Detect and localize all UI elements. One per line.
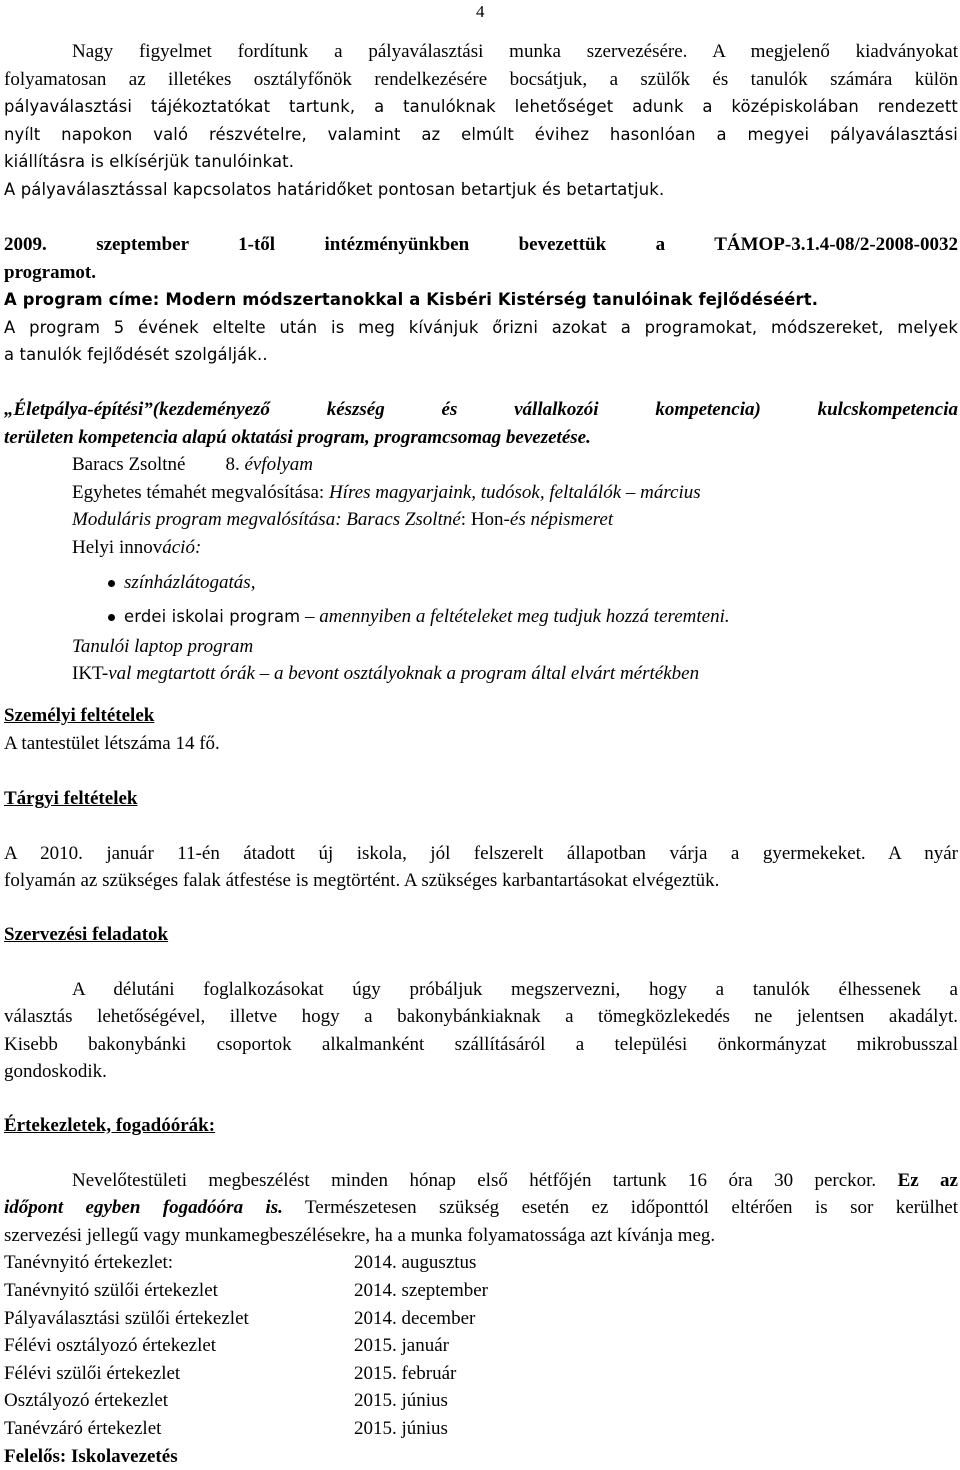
personal-conditions-section [4,702,958,757]
intro-paragraph [4,38,958,204]
bullet-item [4,603,958,631]
local-label-b: áció: [162,536,202,558]
laptop-line: Tanulói laptop program [72,635,254,657]
schedule-row [4,1415,958,1443]
page-number: 4 [476,2,485,21]
meetings-line2-b: Természetesen szükség esetén ez időponttól eltérően is sor kerülhet [282,1197,958,1219]
intro-line: A pályaválasztással kapcsolatos határidőket pontosan betartjuk és betartatjuk. [4,179,665,199]
meetings-section [4,1112,958,1470]
schedule-date: 2015. június [354,1417,448,1439]
teacher-grade-word: évfolyam [244,454,314,476]
schedule-label: Félévi osztályozó értekezlet [4,1335,217,1357]
section-heading: Tárgyi feltételek [4,788,138,809]
section-heading: Személyi feltételek [4,705,155,726]
meetings-line [4,1167,958,1195]
ikt-a: IKT- [72,663,109,685]
program-title: A program címe: Modern módszertanokkal a Kisbéri Kistérség tanulóinak fejlődéséért. [4,290,819,310]
eletpalya-section [4,396,958,688]
schedule-date: 2014. szeptember [354,1279,489,1301]
schedule-date: 2014. augusztus [354,1252,477,1274]
schedule-row [4,1305,958,1333]
section-text: A tantestület létszáma 14 fő. [4,732,220,754]
week-label: Egyhetes témahét megvalósítása: [72,481,329,503]
bullet-text-b: – amennyiben a feltételeket meg tudjuk hozzá teremteni. [300,606,730,628]
schedule-label: Tanévzáró értekezlet [4,1417,162,1439]
week-month: március [640,481,701,503]
schedule-label: Osztályozó értekezlet [4,1390,169,1412]
schedule-label: Tanévnyitó értekezlet: [4,1252,174,1274]
local-innovation-line [4,534,958,562]
meetings-line2-a: időpont egyben fogadóóra is. [4,1197,283,1219]
meetings-line1-b: Ez az [897,1169,958,1191]
local-label-a: Helyi innov [72,536,163,558]
section-heading: Értekezletek, fogadóórák: [4,1115,216,1136]
intro-line: pályaválasztási tájékoztatókat tartunk, a tanulóknak lehetőséget adunk a középiskolában rendezett [4,97,958,117]
meetings-line: szervezési jellegű vagy munkamegbeszélésekre, ha a munka folyamatossága azt kívánja meg. [4,1224,716,1246]
week-topic: Híres magyarjaink, tudósok, feltalálók [328,481,622,503]
bullet-text-a: erdei iskolai program [124,607,301,627]
section-text: Kisebb bakonybánki csoportok alkalmanként szállításáról a települési önkormányzat mikrobusszal [4,1033,958,1055]
section-text: A délutáni foglalkozásokat úgy próbáljuk megszervezni, hogy a tanulók élhessenek a [72,978,958,1000]
teacher-name: Baracs Zsoltné [72,454,186,476]
meetings-line [4,1194,958,1222]
eletpalya-heading: „Életpálya-építési”(kezdeményező készség és vállalkozói kompetencia) kulcskompetencia [4,399,958,420]
week-line [4,479,958,507]
material-conditions-section [4,785,958,895]
meetings-line1-a: Nevelőtestületi megbeszélést minden hónap első hétfőjén tartunk 16 óra 30 perckor. [72,1169,898,1191]
schedule-date: 2015. január [354,1335,449,1357]
ikt-b: val megtartott órák – a bevont osztályoknak a program által elvárt mértékben [108,663,700,685]
schedule-label: Pályaválasztási szülői értekezlet [4,1307,249,1329]
teacher-line [4,451,958,479]
schedule-label: Félévi szülői értekezlet [4,1362,181,1384]
section-text: A 2010. január 11-én átadott új iskola, jól felszerelt állapotban várja a gyermekeket. A nyár [4,842,958,864]
section-text: gondoskodik. [4,1061,107,1083]
section-text: választás lehetőségével, illetve hogy a bakonybánkiaknak a tömegközlekedés ne jelentsen akadályt. [4,1006,958,1028]
tamop-section [4,231,958,369]
schedule-row [4,1249,958,1277]
responsible-line: Felelős: Iskolavezetés [4,1445,178,1467]
teacher-grade-num: 8. [225,454,240,476]
schedule-date: 2015. június [354,1390,448,1412]
tamop-intro: 2009. szeptember 1-től intézményünkben bevezettük a TÁMOP-3.1.4-08/2-2008-0032 [4,234,958,255]
intro-line: kiállításra is elkísérjük tanulóinkat. [4,152,295,172]
schedule-row [4,1277,958,1305]
intro-line: nyílt napokon való részvételre, valamint az elmúlt évihez hasonlóan a megyei pályaválasztási [4,124,958,144]
modular-colon: : [460,509,471,531]
organizational-tasks-section [4,921,958,1086]
section-text: folyamán az szükséges falak átfestése is megtörtént. A szükséges karbantartásokat elvégeztük. [4,870,720,892]
program-continuation: A program 5 évének eltelte után is meg kívánjuk őrizni azokat a programokat, módszereket, melyek [4,317,958,337]
modular-line [4,506,958,534]
week-dash: – [621,481,641,503]
intro-line: Nagy figyelmet fordítunk a pályaválasztási munka szervezésére. A megjelenő kiadványokat [72,41,958,62]
schedule-row [4,1387,958,1415]
section-heading: Szervezési feladatok [4,924,169,945]
program-continuation: a tanulók fejlődését szolgálják.. [4,345,268,365]
modular-topic-a: Hon- [470,509,510,531]
ikt-line [4,660,958,688]
meeting-schedule [4,1249,958,1442]
schedule-row [4,1360,958,1388]
schedule-date: 2015. február [354,1362,457,1384]
eletpalya-heading: területen kompetencia alapú oktatási program, programcsomag bevezetése. [4,426,591,448]
schedule-date: 2014. december [354,1307,476,1329]
schedule-row [4,1332,958,1360]
bullet-item: színházlátogatás, [4,569,958,597]
intro-line: folyamatosan az illetékes osztályfőnök rendelkezésére bocsátjuk, a szülők és tanulók számára külön [4,68,958,90]
modular-label: Moduláris program megvalósítása: Baracs Zsoltné [72,509,461,531]
modular-topic-b: és népismeret [509,509,614,531]
tamop-intro: programot. [4,261,96,283]
schedule-label: Tanévnyitó szülői értekezlet [4,1279,218,1301]
